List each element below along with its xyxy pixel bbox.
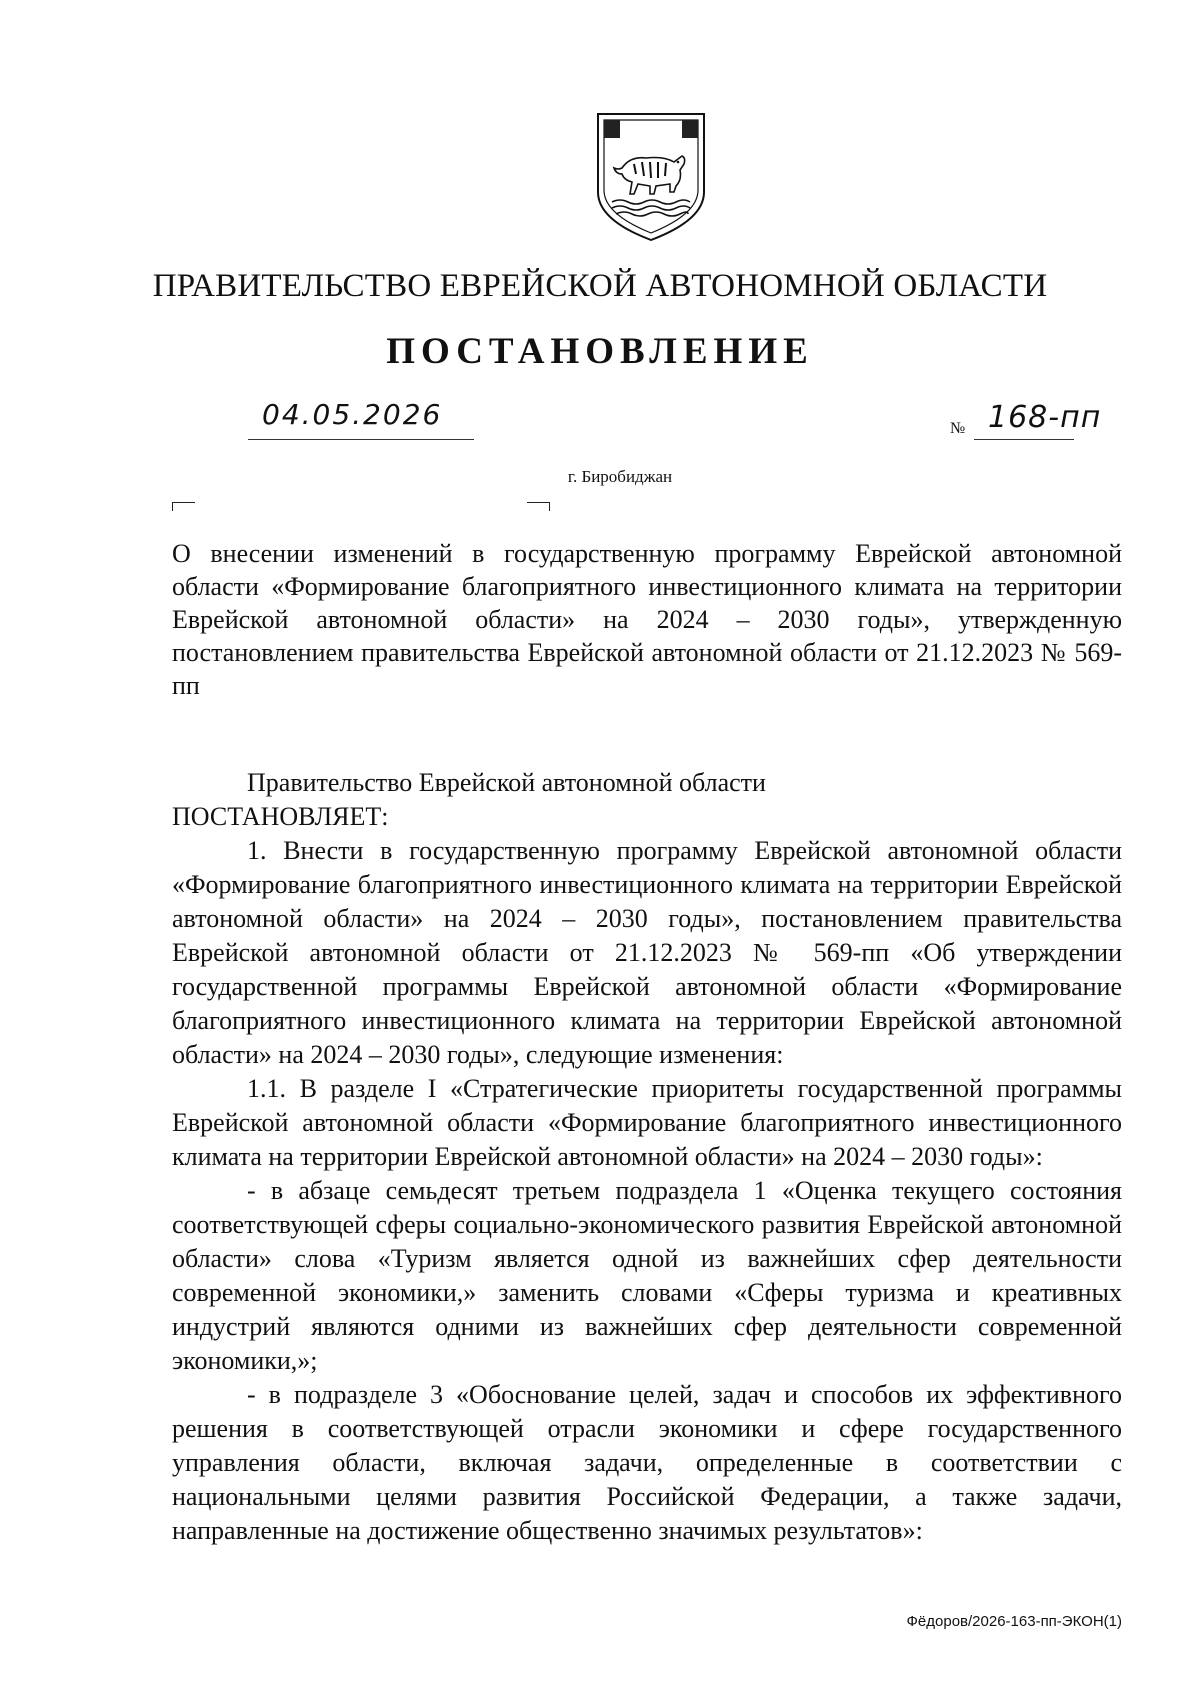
- amendment-item-b: - в подразделе 3 «Обоснование целей, задач и способов их эффективного решения в соответствующей отрасли экономики и сфере государственного управления области, включая задачи, определенные в соответствии с национальными целями развития Российской Федерации, а также задачи, направленные на достижение общественно значимых результатов»:: [172, 1380, 1122, 1545]
- document-body: [172, 766, 1122, 1548]
- paragraph-1: 1. Внести в государственную программу Еврейской автономной области «Формирование благоприятного инвестиционного климата на территории Еврейской автономной области» на 2024 – 2030 годы», постановлением правительства Еврейской автономной области от 21.12.2023 № 569-пп «Об утверждении государственной программы Еврейской автономной области «Формирование благоприятного инвестиционного климата на территории Еврейской автономной области» на 2024 – 2030 годы», следующие изменения:: [172, 836, 1122, 1069]
- city-name: г. Биробиджан: [567, 467, 673, 486]
- amendment-item-a: - в абзаце семьдесят третьем подраздела 1 «Оценка текущего состояния соответствующей сферы социально-экономического развития Еврейской автономной области» слова «Туризм является одной из важнейших сфер деятельности современной экономики,» заменить словами «Сферы туризма и креативных индустрий являются одними из важнейших сфер деятельности современной экономики,»;: [172, 1176, 1122, 1375]
- footer-document-code: Фёдоров/2026-163-пп-ЭКОН(1): [906, 1613, 1122, 1630]
- crest-tiger-icon: [590, 108, 712, 246]
- number-underline: [974, 439, 1074, 440]
- document-number: 168-пп: [988, 400, 1102, 435]
- preamble: Правительство Еврейской автономной области: [247, 768, 766, 797]
- organization-title: ПРАВИТЕЛЬСТВО ЕВРЕЙСКОЙ АВТОНОМНОЙ ОБЛАСТИ: [152, 268, 1048, 304]
- paragraph-1-1: 1.1. В разделе I «Стратегические приоритеты государственной программы Еврейской автономной области «Формирование благоприятного инвестиционного климата на территории Еврейской автономной области» на 2024 – 2030 годы»:: [172, 1074, 1122, 1171]
- document-type-heading: ПОСТАНОВЛЕНИЕ: [386, 331, 814, 372]
- date-underline: [248, 439, 474, 440]
- document-subject: О внесении изменений в государственную программу Еврейской автономной области «Формирование благоприятного инвестиционного климата на территории Еврейской автономной области» на 2024 – 2030 годы», утвержденную постановлением правительства Еврейской автономной области от 21.12.2023 № 569-пп: [172, 539, 1122, 700]
- subject-bracket-right: [527, 502, 550, 511]
- document-date: 04.05.2026: [262, 398, 443, 431]
- number-sign: №: [950, 420, 966, 437]
- subject-bracket-left: [172, 502, 195, 511]
- decree-word: ПОСТАНОВЛЯЕТ:: [172, 802, 389, 831]
